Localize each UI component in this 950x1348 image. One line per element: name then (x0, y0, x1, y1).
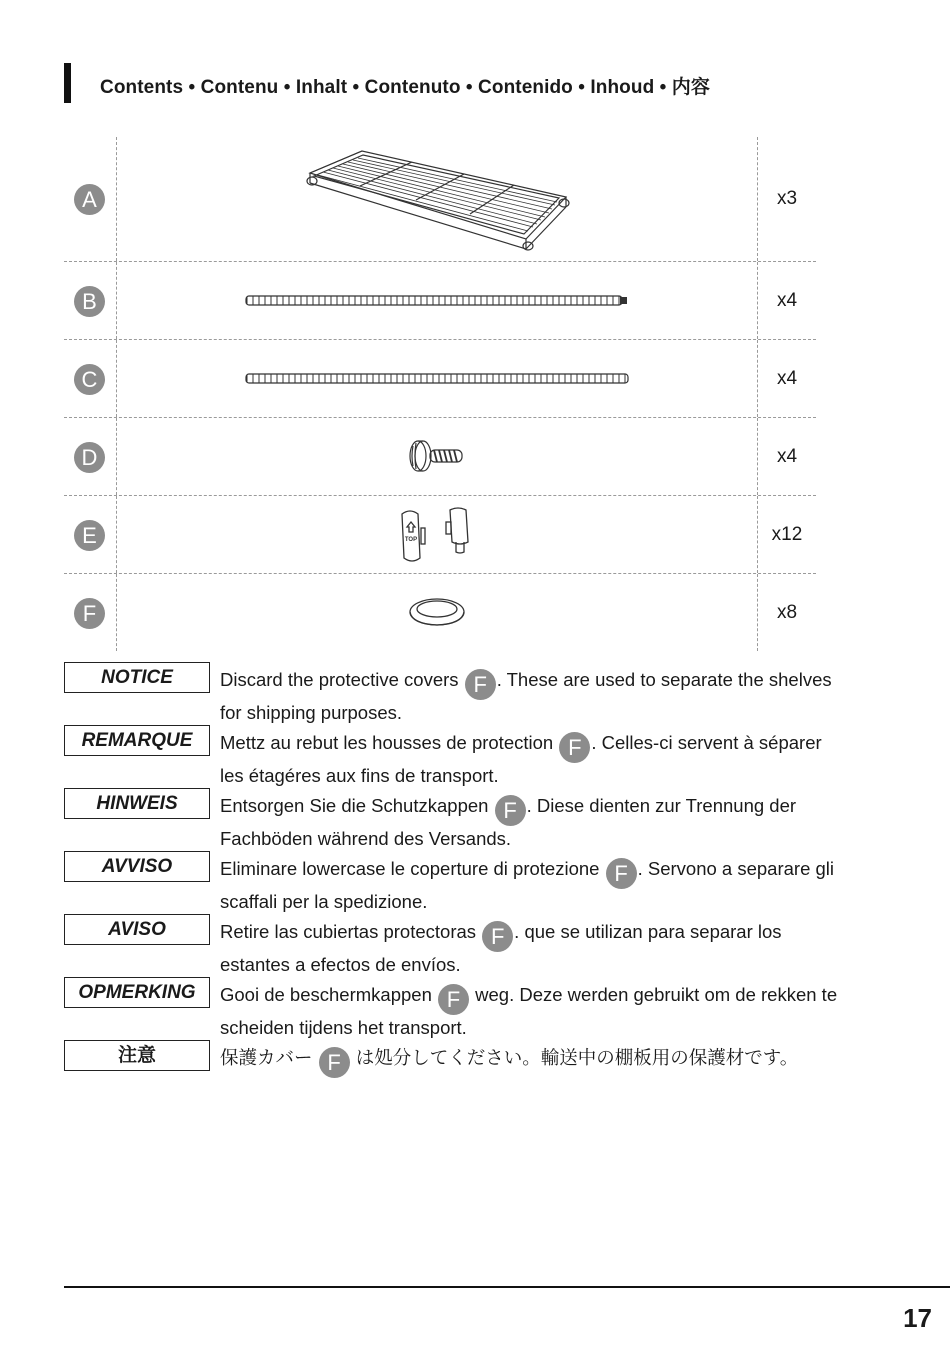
part-quantity: x12 (771, 523, 803, 545)
part-quantity: x3 (776, 188, 798, 209)
notice-text: Gooi de beschermkappen F weg. Deze werden gebruikt om de rekken te scheiden tijdens het transport. (220, 984, 838, 1038)
part-letter-badge: E (74, 520, 105, 551)
part-letter-badge: A (74, 184, 105, 215)
part-quantity: x8 (776, 601, 798, 623)
notice-text: Discard the protective covers F . These are used to separate the shelves for shipping purposes. (220, 669, 832, 723)
column-divider (116, 418, 117, 495)
page-title: Contents • Contenu • Inhalt • Contenuto • Contenido • Inhoud • 内容 (100, 77, 710, 98)
footer-rule (64, 1286, 950, 1288)
part-letter-badge: D (74, 442, 105, 473)
leveling-foot-icon (406, 438, 466, 474)
threaded-pole-icon (244, 373, 630, 385)
notice-label: NOTICE (64, 662, 210, 693)
part-f-ref-badge: F (559, 732, 590, 763)
wire-shelf-icon (304, 145, 574, 253)
notice-text: Eliminare lowercase le coperture di protezione F . Servono a separare gli scaffali per la spedizione. (220, 858, 835, 912)
part-row-e (64, 496, 816, 574)
part-f-ref-badge: F (495, 795, 526, 826)
part-row-f (64, 574, 816, 651)
notice-ja (64, 1040, 864, 1103)
part-quantity: x4 (776, 367, 798, 389)
part-letter-badge: F (74, 598, 105, 629)
notice-label: AVVISO (64, 851, 210, 882)
notices-list (64, 662, 864, 1103)
notice-es (64, 914, 864, 977)
part-quantity: x4 (776, 445, 798, 467)
column-divider (116, 574, 117, 651)
column-divider (116, 137, 117, 261)
part-row-d (64, 418, 816, 496)
part-quantity: x4 (776, 289, 798, 311)
part-row-a (64, 137, 816, 262)
part-f-ref-badge: F (438, 984, 469, 1015)
part-row-c (64, 340, 816, 418)
protective-cover-icon (406, 596, 468, 630)
page-number: 17 (903, 1303, 932, 1333)
part-row-b (64, 262, 816, 340)
notice-it (64, 851, 864, 914)
part-f-ref-badge: F (465, 669, 496, 700)
notice-text: Entsorgen Sie die Schutzkappen F . Diese dienten zur Trennung der Fachböden während des Versands. (220, 795, 797, 849)
part-f-ref-badge: F (319, 1047, 350, 1078)
notice-text: 保護カバー F は処分してください。輸送中の棚板用の保護材です。 (220, 1045, 840, 1078)
notice-label: AVISO (64, 914, 210, 945)
notice-text: Retire las cubiertas protectoras F . que se utilizan para separar los estantes a efectos de envíos. (220, 921, 782, 975)
notice-de (64, 788, 864, 851)
part-letter-badge: B (74, 286, 105, 317)
part-f-ref-badge: F (606, 858, 637, 889)
notice-label: REMARQUE (64, 725, 210, 756)
notice-text: Mettz au rebut les housses de protection F . Celles-ci servent à séparer les étagéres aux fins de transport. (220, 732, 822, 786)
part-f-ref-badge: F (482, 921, 513, 952)
notice-fr (64, 725, 864, 788)
column-divider (116, 262, 117, 339)
clip-top-label: TOP (404, 537, 418, 543)
notice-label: 注意 (64, 1040, 210, 1071)
sleeve-clip-icon (396, 504, 476, 564)
parts-list (64, 137, 816, 651)
column-divider (116, 496, 117, 573)
notice-nl (64, 977, 864, 1040)
part-letter-badge: C (74, 364, 105, 395)
threaded-pole-icon (244, 295, 630, 307)
notice-label: OPMERKING (64, 977, 210, 1008)
notice-en (64, 662, 864, 725)
notice-label: HINWEIS (64, 788, 210, 819)
column-divider (116, 340, 117, 417)
header-accent-bar (64, 63, 71, 103)
